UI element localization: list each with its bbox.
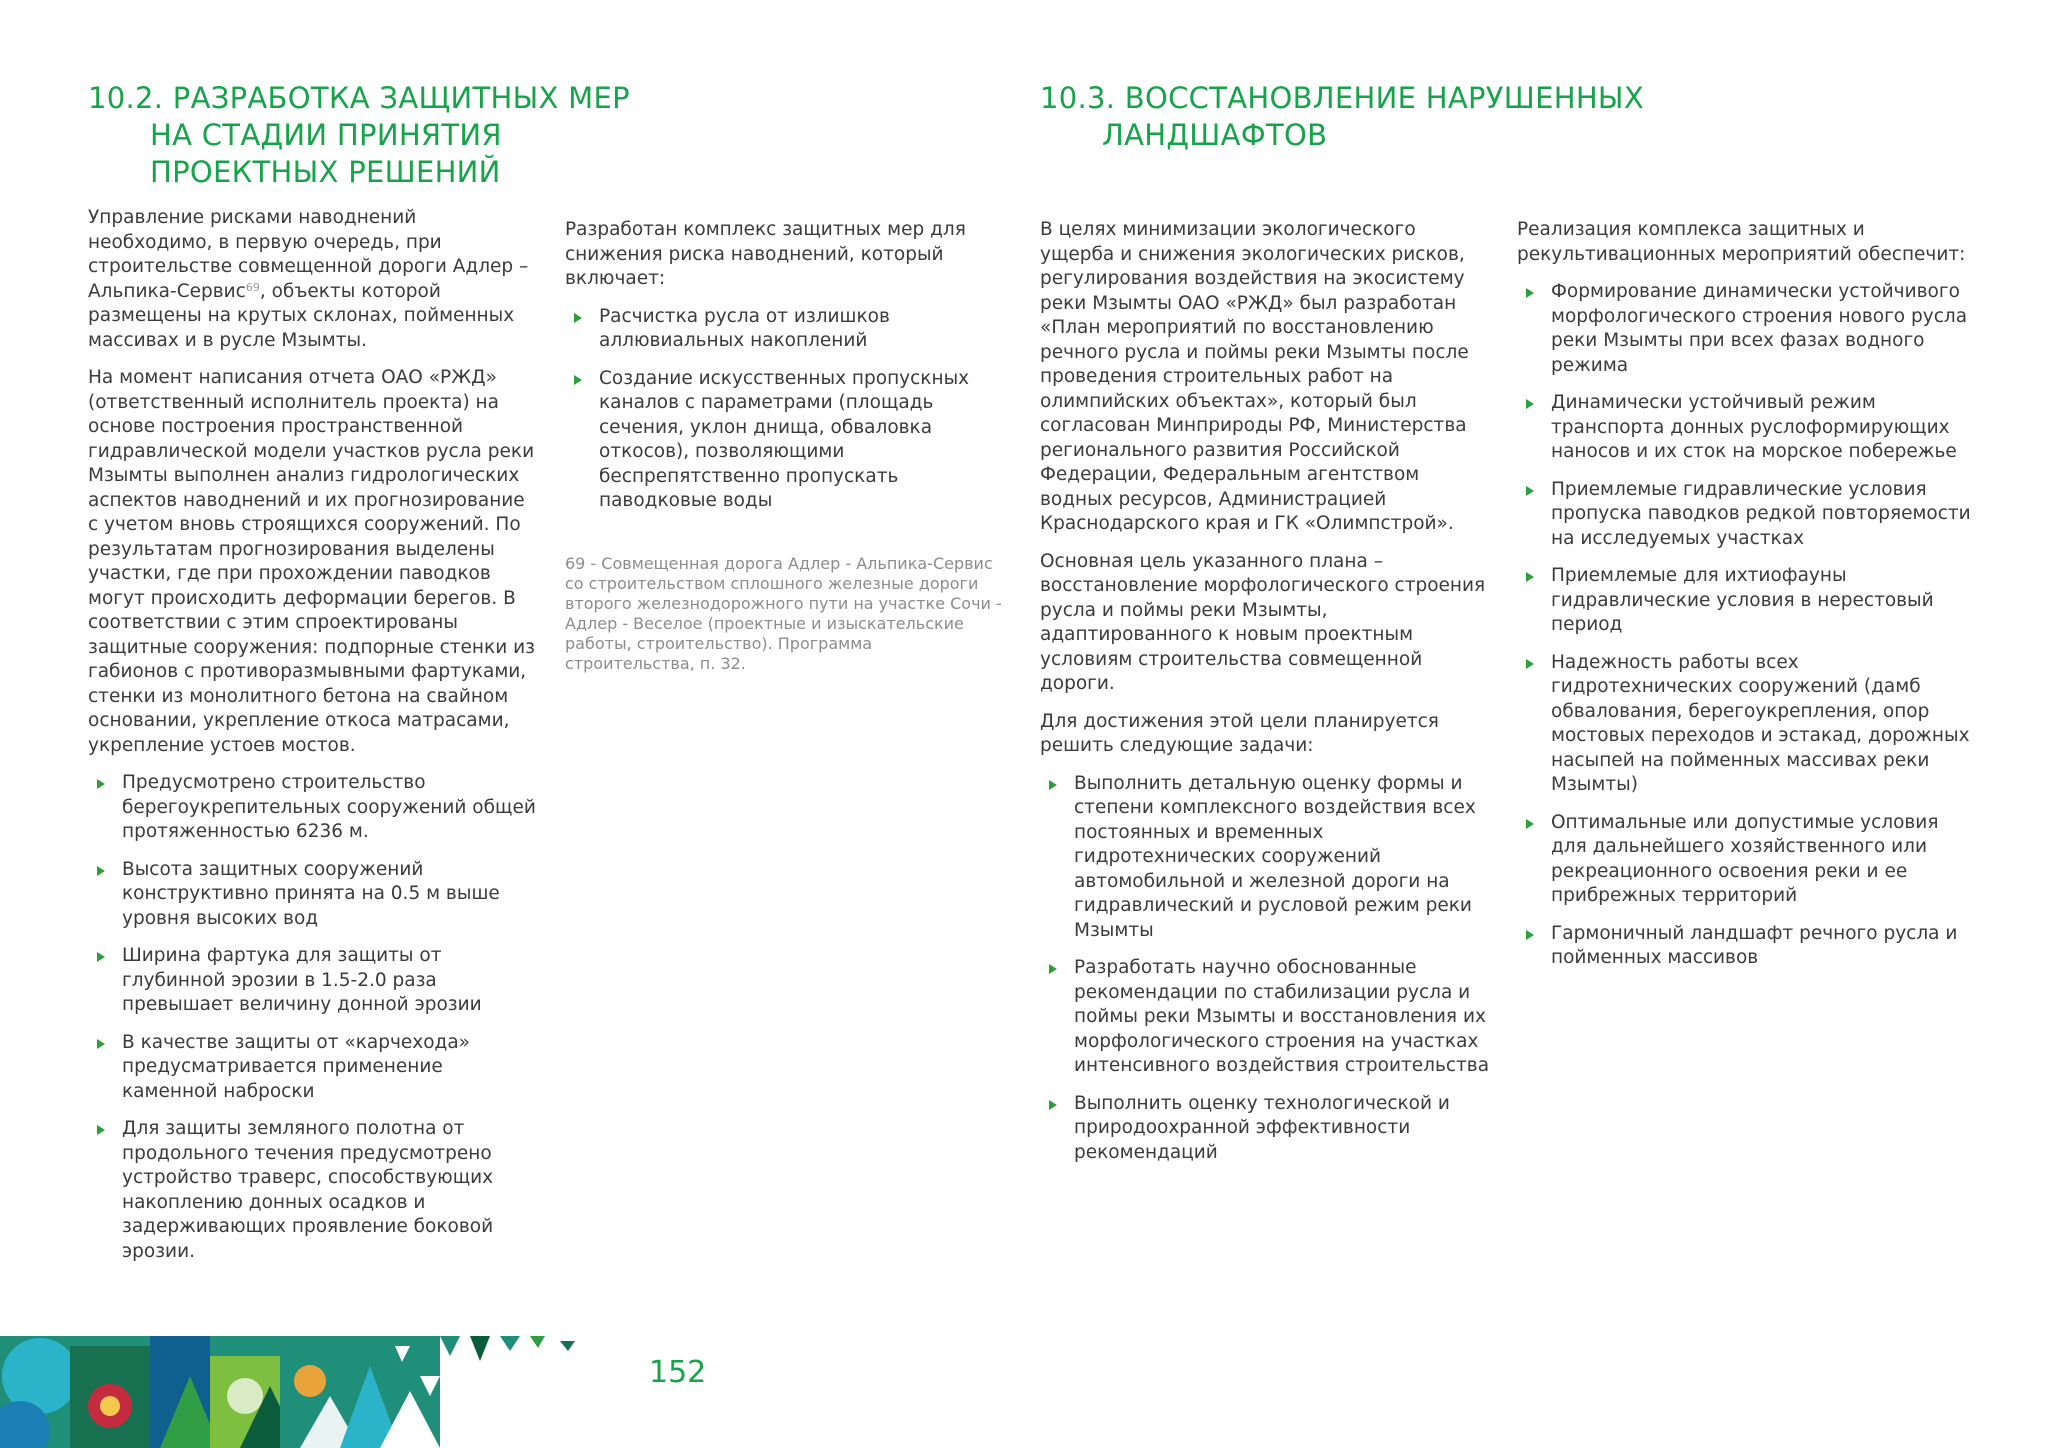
paragraph: В целях минимизации экологического ущерба и снижения экологических рисков, регулирования воздействия на экосистему реки Мзымты ОАО «РЖД» был разработан «План мероприятий по восстановлению речного русла и поймы реки Мзымты после проведения строительных работ на олимпийских объектах», который был согласован Минприроды РФ, Министерства регионального развития Российской Федерации, Федеральным агентством водных ресурсов, Администрацией Краснодарского края и ГК «Олимпстрой». xyxy=(1040,219,1469,534)
bullet-triangle-icon xyxy=(1526,819,1534,829)
title-line: 10.2. РАЗРАБОТКА ЗАЩИТНЫХ МЕР xyxy=(88,81,630,115)
paragraph: Для достижения этой цели планируется решить следующие задачи: xyxy=(1040,710,1439,756)
paragraph: Реализация комплекса защитных и рекультивационных мероприятий обеспечит: xyxy=(1517,219,1966,265)
bullet-list xyxy=(88,771,538,1264)
list-item-text: Ширина фартука для защиты от глубинной эрозии в 1.5-2.0 раза превышает величину донной эрозии xyxy=(122,945,482,1015)
bullet-triangle-icon xyxy=(1049,780,1057,790)
paragraph: На момент написания отчета ОАО «РЖД» (ответственный исполнитель проекта) на основе построения пространственной гидравлической модели участков русла реки Мзымты выполнен анализ гидрологических аспектов наводнений и их прогнозирование с учетом вновь строящихся сооружений. По результатам прогнозирования выделены участки, где при прохождении паводков могут происходить деформации берегов. В соответствии с этим спроектированы защитные сооружения: подпорные стенки из габионов с противоразмывными фартуками, стенки из монолитного бетона на свайном основании, укрепление откоса матрасами, укрепление устоев мостов. xyxy=(88,367,535,756)
list-item xyxy=(1517,651,1977,798)
list-item-text: Гармоничный ландшафт речного русла и пойменных массивов xyxy=(1551,922,1958,968)
list-item xyxy=(88,858,538,932)
bullet-list xyxy=(1517,280,1977,971)
paragraph xyxy=(88,206,538,353)
bullet-triangle-icon xyxy=(1526,659,1534,669)
bullet-list xyxy=(565,305,1015,514)
bullet-list xyxy=(1040,772,1495,1166)
list-item-text: Разработать научно обоснованные рекомендации по стабилизации русла и поймы реки Мзымты и восстановления их морфологического строения на участках интенсивного воздействия строительства xyxy=(1074,957,1490,1076)
list-item xyxy=(88,771,538,845)
list-item-text: Приемлемые для ихтиофауны гидравлические условия в нерестовый период xyxy=(1551,565,1934,635)
list-item xyxy=(565,305,1015,354)
bullet-triangle-icon xyxy=(1526,399,1534,409)
bullet-triangle-icon xyxy=(574,313,582,323)
list-item-text: Для защиты земляного полотна от продольного течения предусмотрено устройство траверс, способствующих накоплению донных осадков и задерживающих проявление боковой эрозии. xyxy=(122,1118,494,1262)
list-item-text: Надежность работы всех гидротехнических сооружений (дамб обвалования, берегоукрепления, опор мостовых переходов и эстакад, дорожных насыпей на пойменных массивах реки Мзымты) xyxy=(1551,651,1970,795)
bullet-triangle-icon xyxy=(97,952,105,962)
list-item xyxy=(1517,478,1977,552)
title-line: НА СТАДИИ ПРИНЯТИЯ xyxy=(150,118,502,152)
bullet-triangle-icon xyxy=(97,866,105,876)
bullet-triangle-icon xyxy=(1526,930,1534,940)
title-line: 10.3. ВОССТАНОВЛЕНИЕ НАРУШЕННЫХ xyxy=(1040,81,1644,115)
bullet-triangle-icon xyxy=(97,779,105,789)
paragraph: Разработан комплекс защитных мер для снижения риска наводнений, который включает: xyxy=(565,219,966,289)
list-item-text: Создание искусственных пропускных каналов с параметрами (площадь сечения, уклон днища, обваловка откосов), позволяющими беспрепятственно пропускать паводковые воды xyxy=(599,367,970,511)
list-item-text: Предусмотрено строительство берегоукрепительных сооружений общей протяженностью 6236 м. xyxy=(122,772,536,842)
list-item xyxy=(1517,922,1977,971)
list-item xyxy=(1517,391,1977,465)
section-title-10-3 xyxy=(1040,80,1644,154)
list-item xyxy=(88,944,538,1018)
list-item xyxy=(1040,1092,1495,1166)
column-1 xyxy=(88,206,538,1277)
bullet-triangle-icon xyxy=(1049,964,1057,974)
list-item-text: Выполнить оценку технологической и природоохранной эффективности рекомендаций xyxy=(1074,1092,1450,1163)
bullet-triangle-icon xyxy=(97,1039,105,1049)
bullet-triangle-icon xyxy=(1526,288,1534,298)
column-3 xyxy=(1040,218,1495,1178)
paragraph: Основная цель указанного плана – восстановление морфологического строения русла и поймы реки Мзымты, адаптированного к новым проектным условиям строительства совмещенной дороги. xyxy=(1040,550,1486,694)
list-item xyxy=(1517,564,1977,638)
footnote-ref[interactable]: 69 xyxy=(245,280,260,294)
list-item xyxy=(1040,772,1495,944)
list-item xyxy=(88,1031,538,1105)
page-number: 152 xyxy=(649,1355,707,1390)
column-4 xyxy=(1517,218,1977,984)
list-item-text: Приемлемые гидравлические условия пропуска паводков редкой повторяемости на исследуемых участках xyxy=(1551,478,1971,549)
paragraph-text: , объекты которой размещены на крутых склонах, пойменных массивах и в русле Мзымты. xyxy=(88,280,515,351)
bullet-triangle-icon xyxy=(574,375,582,385)
bullet-triangle-icon xyxy=(1049,1100,1057,1110)
decorative-pattern xyxy=(0,1336,600,1448)
paragraph-text: Управление рисками наводнений необходимо, в первую очередь, при строительстве совмещенной дороги Адлер – Альпика-Сервис xyxy=(88,207,529,302)
list-item xyxy=(565,367,1015,514)
bullet-triangle-icon xyxy=(97,1125,105,1135)
title-line: ЛАНДШАФТОВ xyxy=(1102,118,1328,152)
column-2 xyxy=(565,218,1015,674)
title-line: ПРОЕКТНЫХ РЕШЕНИЙ xyxy=(150,155,501,189)
list-item xyxy=(1040,956,1495,1079)
list-item xyxy=(1517,811,1977,909)
list-item-text: Формирование динамически устойчивого морфологического строения нового русла реки Мзымты при всех фазах водного режима xyxy=(1551,281,1968,376)
list-item-text: Динамически устойчивый режим транспорта донных руслоформирующих наносов и их сток на морское побережье xyxy=(1551,392,1957,462)
section-title-10-2 xyxy=(88,80,630,191)
list-item-text: Высота защитных сооружений конструктивно принята на 0.5 м выше уровня высоких вод xyxy=(122,858,500,929)
footnote: 69 - Совмещенная дорога Адлер - Альпика-Сервис со строительством сплошного железные дороги второго железнодорожного пути на участке Сочи - Адлер - Веселое (проектные и изыскательские работы, строительство). Программа строительства, п. 32. xyxy=(565,553,1002,673)
list-item-text: Выполнить детальную оценку формы и степени комплексного воздействия всех постоянных и временных гидротехнических сооружений автомобильной и железной дороги на гидравлический и русловой режим реки Мзымты xyxy=(1074,772,1476,941)
list-item-text: В качестве защиты от «карчехода» предусматривается применение каменной наброски xyxy=(122,1031,470,1102)
list-item xyxy=(88,1117,538,1264)
list-item xyxy=(1517,280,1977,378)
bullet-triangle-icon xyxy=(1526,486,1534,496)
bullet-triangle-icon xyxy=(1526,572,1534,582)
list-item-text: Расчистка русла от излишков аллювиальных накоплений xyxy=(599,305,890,351)
list-item-text: Оптимальные или допустимые условия для дальнейшего хозяйственного или рекреационного освоения реки и ее прибрежных территорий xyxy=(1551,811,1939,906)
